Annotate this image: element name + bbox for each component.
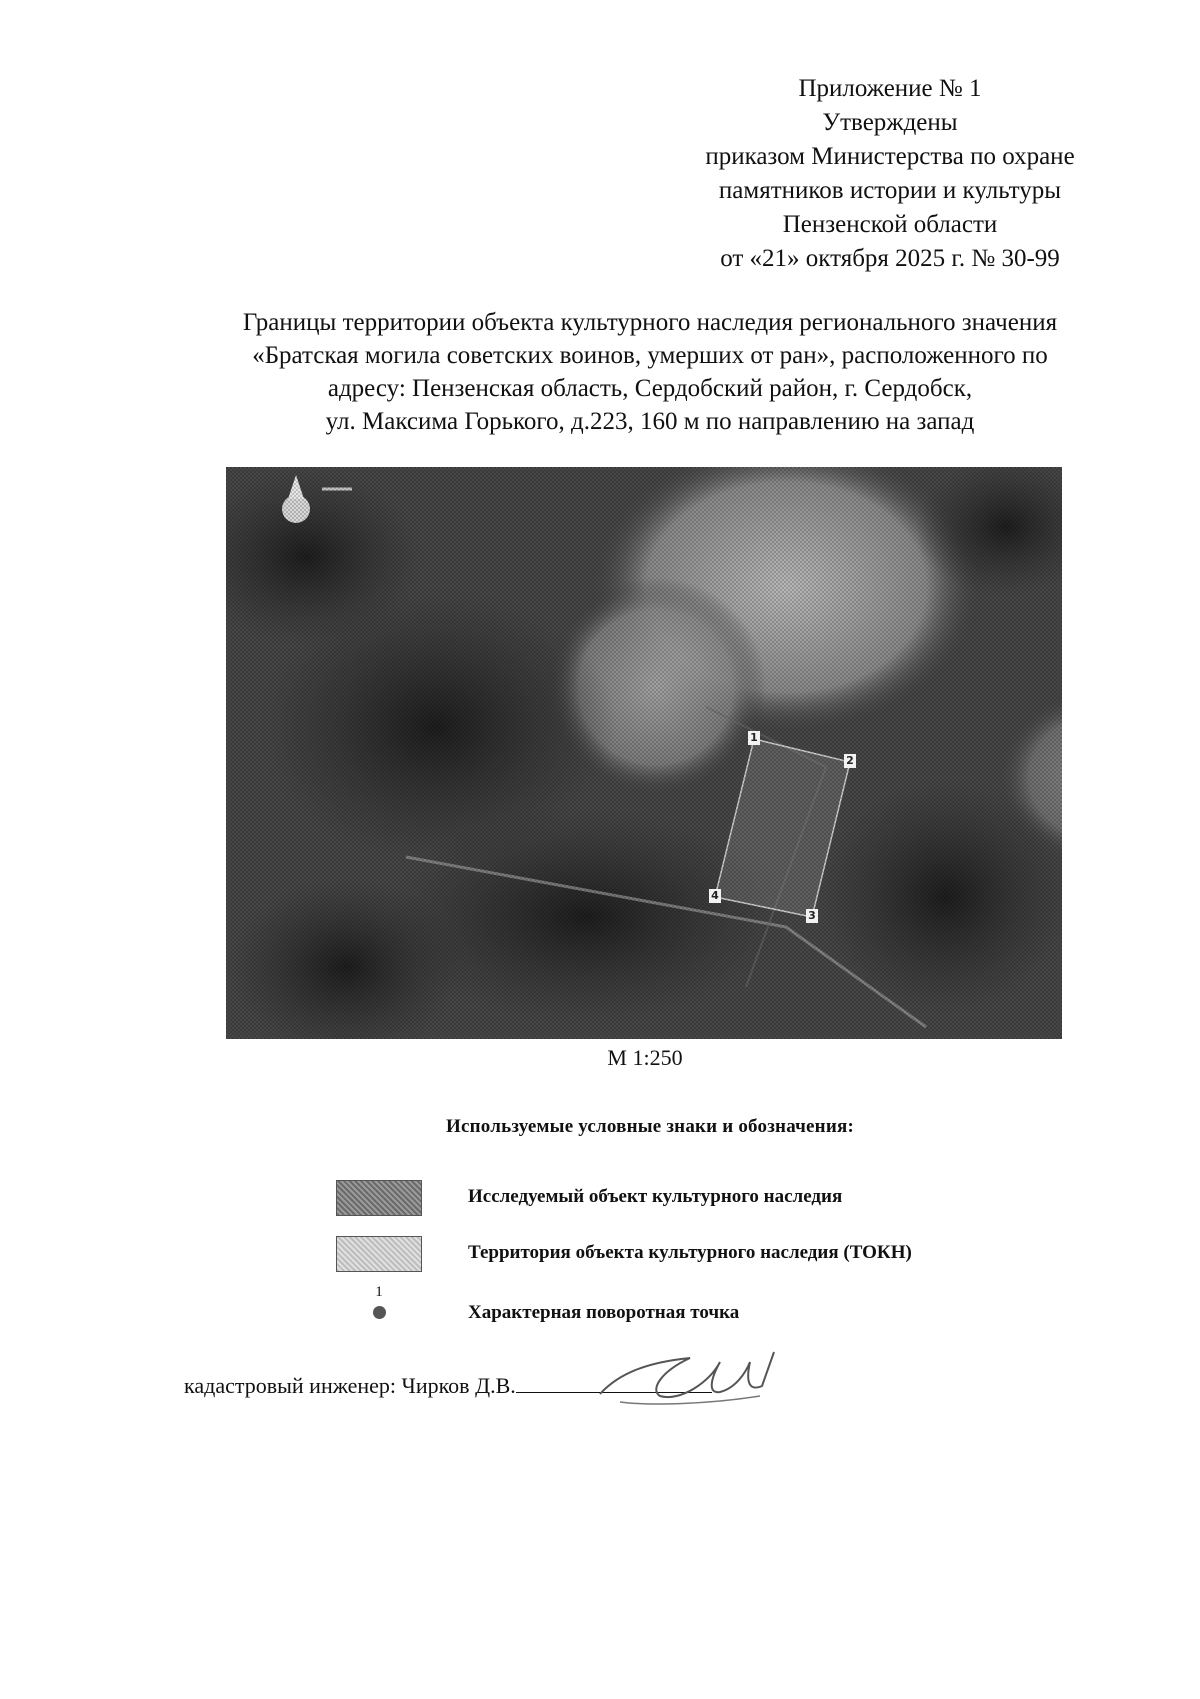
map-point-label: 1 [748,731,760,745]
map-point-label: 3 [806,909,818,923]
approval-line: от «21» октября 2025 г. № 30-99 [720,245,1060,272]
approval-line: приказом Министерства по охране [705,143,1075,170]
map-image [226,467,1062,1039]
map-point-label: 2 [844,754,856,768]
legend-item-territory [336,1236,1036,1276]
map-scale: М 1:250 [607,1045,683,1070]
title-line: адресу: Пензенская область, Сердобский район, г. Сердобск, [327,375,973,402]
approval-block [640,72,1140,276]
title-line: ул. Максима Горького, д.223, 160 м по направлению на запад [325,408,975,435]
legend-label: Характерная поворотная точка [468,1302,740,1323]
approval-line: Приложение № 1 [798,75,982,102]
point-dot-icon [373,1306,386,1319]
legend-label: Территория объекта культурного наследия (ТОКН) [468,1242,912,1263]
signature-icon [590,1332,780,1412]
satellite-map [226,467,1062,1039]
approval-line: Утверждены [822,109,958,136]
legend-item-object [336,1180,1036,1220]
legend-item-point [336,1284,1036,1324]
legend-label: Исследуемый объект культурного наследия [468,1186,843,1207]
title-line: «Братская могила советских воинов, умерших от ран», расположенного по [252,342,1048,369]
approval-line: Пензенской области [782,211,998,238]
legend-swatch-object [336,1180,422,1216]
title-line: Границы территории объекта культурного наследия регионального значения [242,309,1058,336]
legend-swatch-territory [336,1236,422,1272]
map-point-label: 4 [709,889,721,903]
approval-line: памятников истории и культуры [718,177,1062,204]
document-title [120,306,1180,438]
signature-label: кадастровый инженер: Чирков Д.В. [184,1373,516,1398]
turning-point-marker [364,1284,394,1328]
point-number: 1 [375,1284,383,1300]
legend-title: Используемые условные знаки и обозначения: [446,1116,854,1137]
